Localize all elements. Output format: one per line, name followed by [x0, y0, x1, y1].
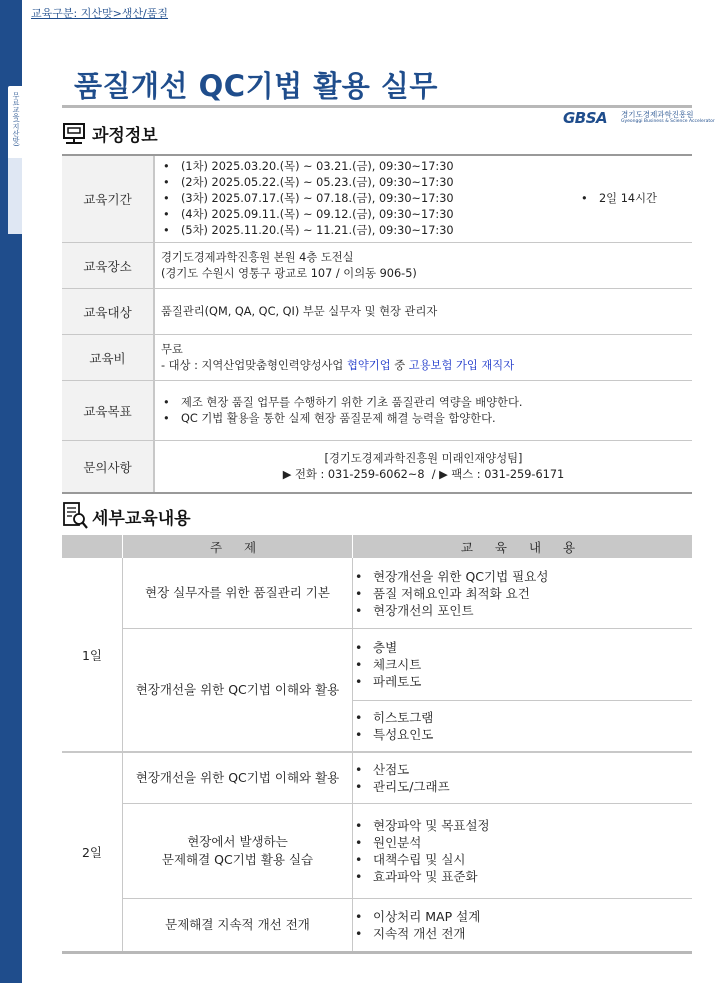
detail-table-header: [62, 535, 692, 558]
info-label-goal: 교육목표: [62, 381, 155, 440]
section-title-detail: 세부교육내용: [92, 508, 191, 529]
monitor-icon: [62, 123, 86, 145]
contact-line2: ▶ 전화 : 031-259-6062~8 / ▶ 팩스 : 031-259-6171: [282, 467, 565, 481]
fee-prefix: - 대상 : 지역산업맞춤형인력양성사업: [161, 358, 347, 372]
topic-content: [353, 753, 692, 803]
detail-table-body: [62, 558, 692, 951]
topic-row: [123, 899, 692, 951]
info-row-place: [62, 243, 692, 289]
info-row-target: [62, 289, 692, 335]
topic-name: 현장 실무자를 위한 품질관리 기본: [123, 558, 353, 628]
target-text: 품질관리(QM, QA, QC, QI) 부문 실무자 및 현장 관리자: [161, 304, 438, 318]
title-divider: [62, 105, 692, 108]
content-list: [355, 761, 692, 795]
header-content: 교 육 내 용: [460, 539, 585, 555]
info-label-period: 교육기간: [62, 156, 155, 242]
day-label: 1일: [62, 558, 123, 751]
content-item: • 현장개선의 포인트: [355, 602, 692, 619]
logo-name: 경기도경제과학진흥원: [621, 110, 694, 119]
content-item: • 효과파악 및 표준화: [355, 868, 692, 885]
course-info-table: [62, 154, 692, 494]
period-session: • (1차) 2025.03.20.(목) ~ 03.21.(금), 09:30~17:30: [161, 159, 571, 175]
day-label: 2일: [62, 753, 123, 951]
content-block: [353, 753, 692, 803]
topic-content: [353, 804, 692, 898]
content-item: • 원인분석: [355, 834, 692, 851]
logo-mark: GBSA: [563, 109, 608, 127]
content-list: [355, 709, 692, 743]
fee-link-agreement-company: 협약기업: [346, 358, 391, 372]
info-row-fee: [62, 335, 692, 381]
topic-content: [353, 558, 692, 628]
content-item: • 대책수립 및 실시: [355, 851, 692, 868]
header-topic: 주 제: [123, 535, 353, 558]
period-session: • (5차) 2025.11.20.(목) ~ 11.21.(금), 09:30~17:30: [161, 223, 571, 239]
day-group: [62, 558, 692, 753]
fee-link-insured-employee: 고용보험 가입 재직자: [408, 358, 515, 372]
page-title: 품질개선 QC기법 활용 실무: [74, 69, 438, 103]
topic-name: 문제해결 지속적 개선 전개: [123, 899, 353, 951]
info-label-fee: 교육비: [62, 335, 155, 380]
topic-name: 현장개선을 위한 QC기법 이해와 활용: [123, 629, 353, 751]
content-item: • 특성요인도: [355, 726, 692, 743]
fee-line1: 무료: [161, 342, 183, 356]
info-label-target: 교육대상: [62, 289, 155, 334]
period-session: • (4차) 2025.09.11.(목) ~ 09.12.(금), 09:30~17:30: [161, 207, 571, 223]
topic-content: [353, 899, 692, 951]
section-header-detail: [62, 502, 191, 530]
sidebar-tab-label: 무료교육(지산맞): [12, 92, 20, 147]
day-topics: [123, 753, 692, 951]
topic-content: [353, 629, 692, 751]
goal-item: • QC 기법 활용을 통한 실제 현장 품질문제 해결 능력을 함양한다.: [161, 411, 686, 427]
topic-row: [123, 804, 692, 899]
day-topics: [123, 558, 692, 751]
content-item: • 파레토도: [355, 673, 692, 690]
content-block: [353, 899, 692, 951]
gbsa-logo: [563, 109, 715, 127]
logo-sub: Gyeonggi Business & Science Accelerator: [621, 119, 715, 124]
fee-middle: 중: [390, 358, 409, 372]
info-row-contact: [62, 441, 692, 492]
content-item: • 품질 저해요인과 최적화 요건: [355, 585, 692, 602]
goal-list: [161, 395, 686, 427]
section-title-course-info: 과정정보: [92, 126, 158, 146]
period-session: • (3차) 2025.07.17.(목) ~ 07.18.(금), 09:30~17:30: [161, 191, 571, 207]
content-item: • 현장개선을 위한 QC기법 필요성: [355, 568, 692, 585]
topic-name: 현장에서 발생하는 문제해결 QC기법 활용 실습: [123, 804, 353, 898]
content-item: • 층별: [355, 639, 692, 656]
section-header-course-info: [62, 121, 158, 146]
day-group: [62, 753, 692, 951]
content-block: [353, 701, 692, 751]
content-item: • 이상처리 MAP 설계: [355, 908, 692, 925]
period-duration-list: [579, 191, 657, 207]
document-search-icon: [62, 502, 86, 530]
content-item: • 현장파악 및 목표설정: [355, 817, 692, 834]
content-list: [355, 568, 692, 619]
content-item: • 지속적 개선 전개: [355, 925, 692, 942]
content-list: [355, 817, 692, 885]
content-list: [355, 639, 692, 690]
content-block: [353, 804, 692, 898]
content-item: • 관리도/그래프: [355, 778, 692, 795]
info-label-contact: 문의사항: [62, 441, 155, 492]
place-line2: (경기도 수원시 영통구 광교로 107 / 이의동 906-5): [161, 266, 417, 280]
header-day-cell: [62, 535, 123, 558]
topic-row: [123, 629, 692, 751]
content-item: • 산점도: [355, 761, 692, 778]
period-duration: • 2일 14시간: [579, 191, 657, 207]
content-item: • 히스토그램: [355, 709, 692, 726]
fee-line2: [161, 358, 686, 374]
contact-line1: [경기도경제과학진흥원 미래인재양성팀]: [324, 451, 523, 465]
info-row-goal: [62, 381, 692, 441]
content-block: [353, 629, 692, 701]
breadcrumb[interactable]: 교육구분: 지산맞>생산/품질: [31, 7, 169, 20]
topic-row: [123, 753, 692, 804]
period-session: • (2차) 2025.05.22.(목) ~ 05.23.(금), 09:30~17:30: [161, 175, 571, 191]
period-session-list: [161, 159, 571, 239]
info-row-period: [62, 156, 692, 243]
sidebar-tab-lower: [8, 158, 22, 234]
content-item: • 체크시트: [355, 656, 692, 673]
topic-row: [123, 558, 692, 629]
content-list: [355, 908, 692, 942]
detail-curriculum-table: [62, 535, 692, 954]
info-label-place: 교육장소: [62, 243, 155, 288]
goal-item: • 제조 현장 품질 업무를 수행하기 위한 기초 품질관리 역량을 배양한다.: [161, 395, 686, 411]
topic-name: 현장개선을 위한 QC기법 이해와 활용: [123, 753, 353, 803]
content-block: [353, 558, 692, 628]
place-line1: 경기도경제과학진흥원 본원 4층 도전실: [161, 250, 354, 264]
